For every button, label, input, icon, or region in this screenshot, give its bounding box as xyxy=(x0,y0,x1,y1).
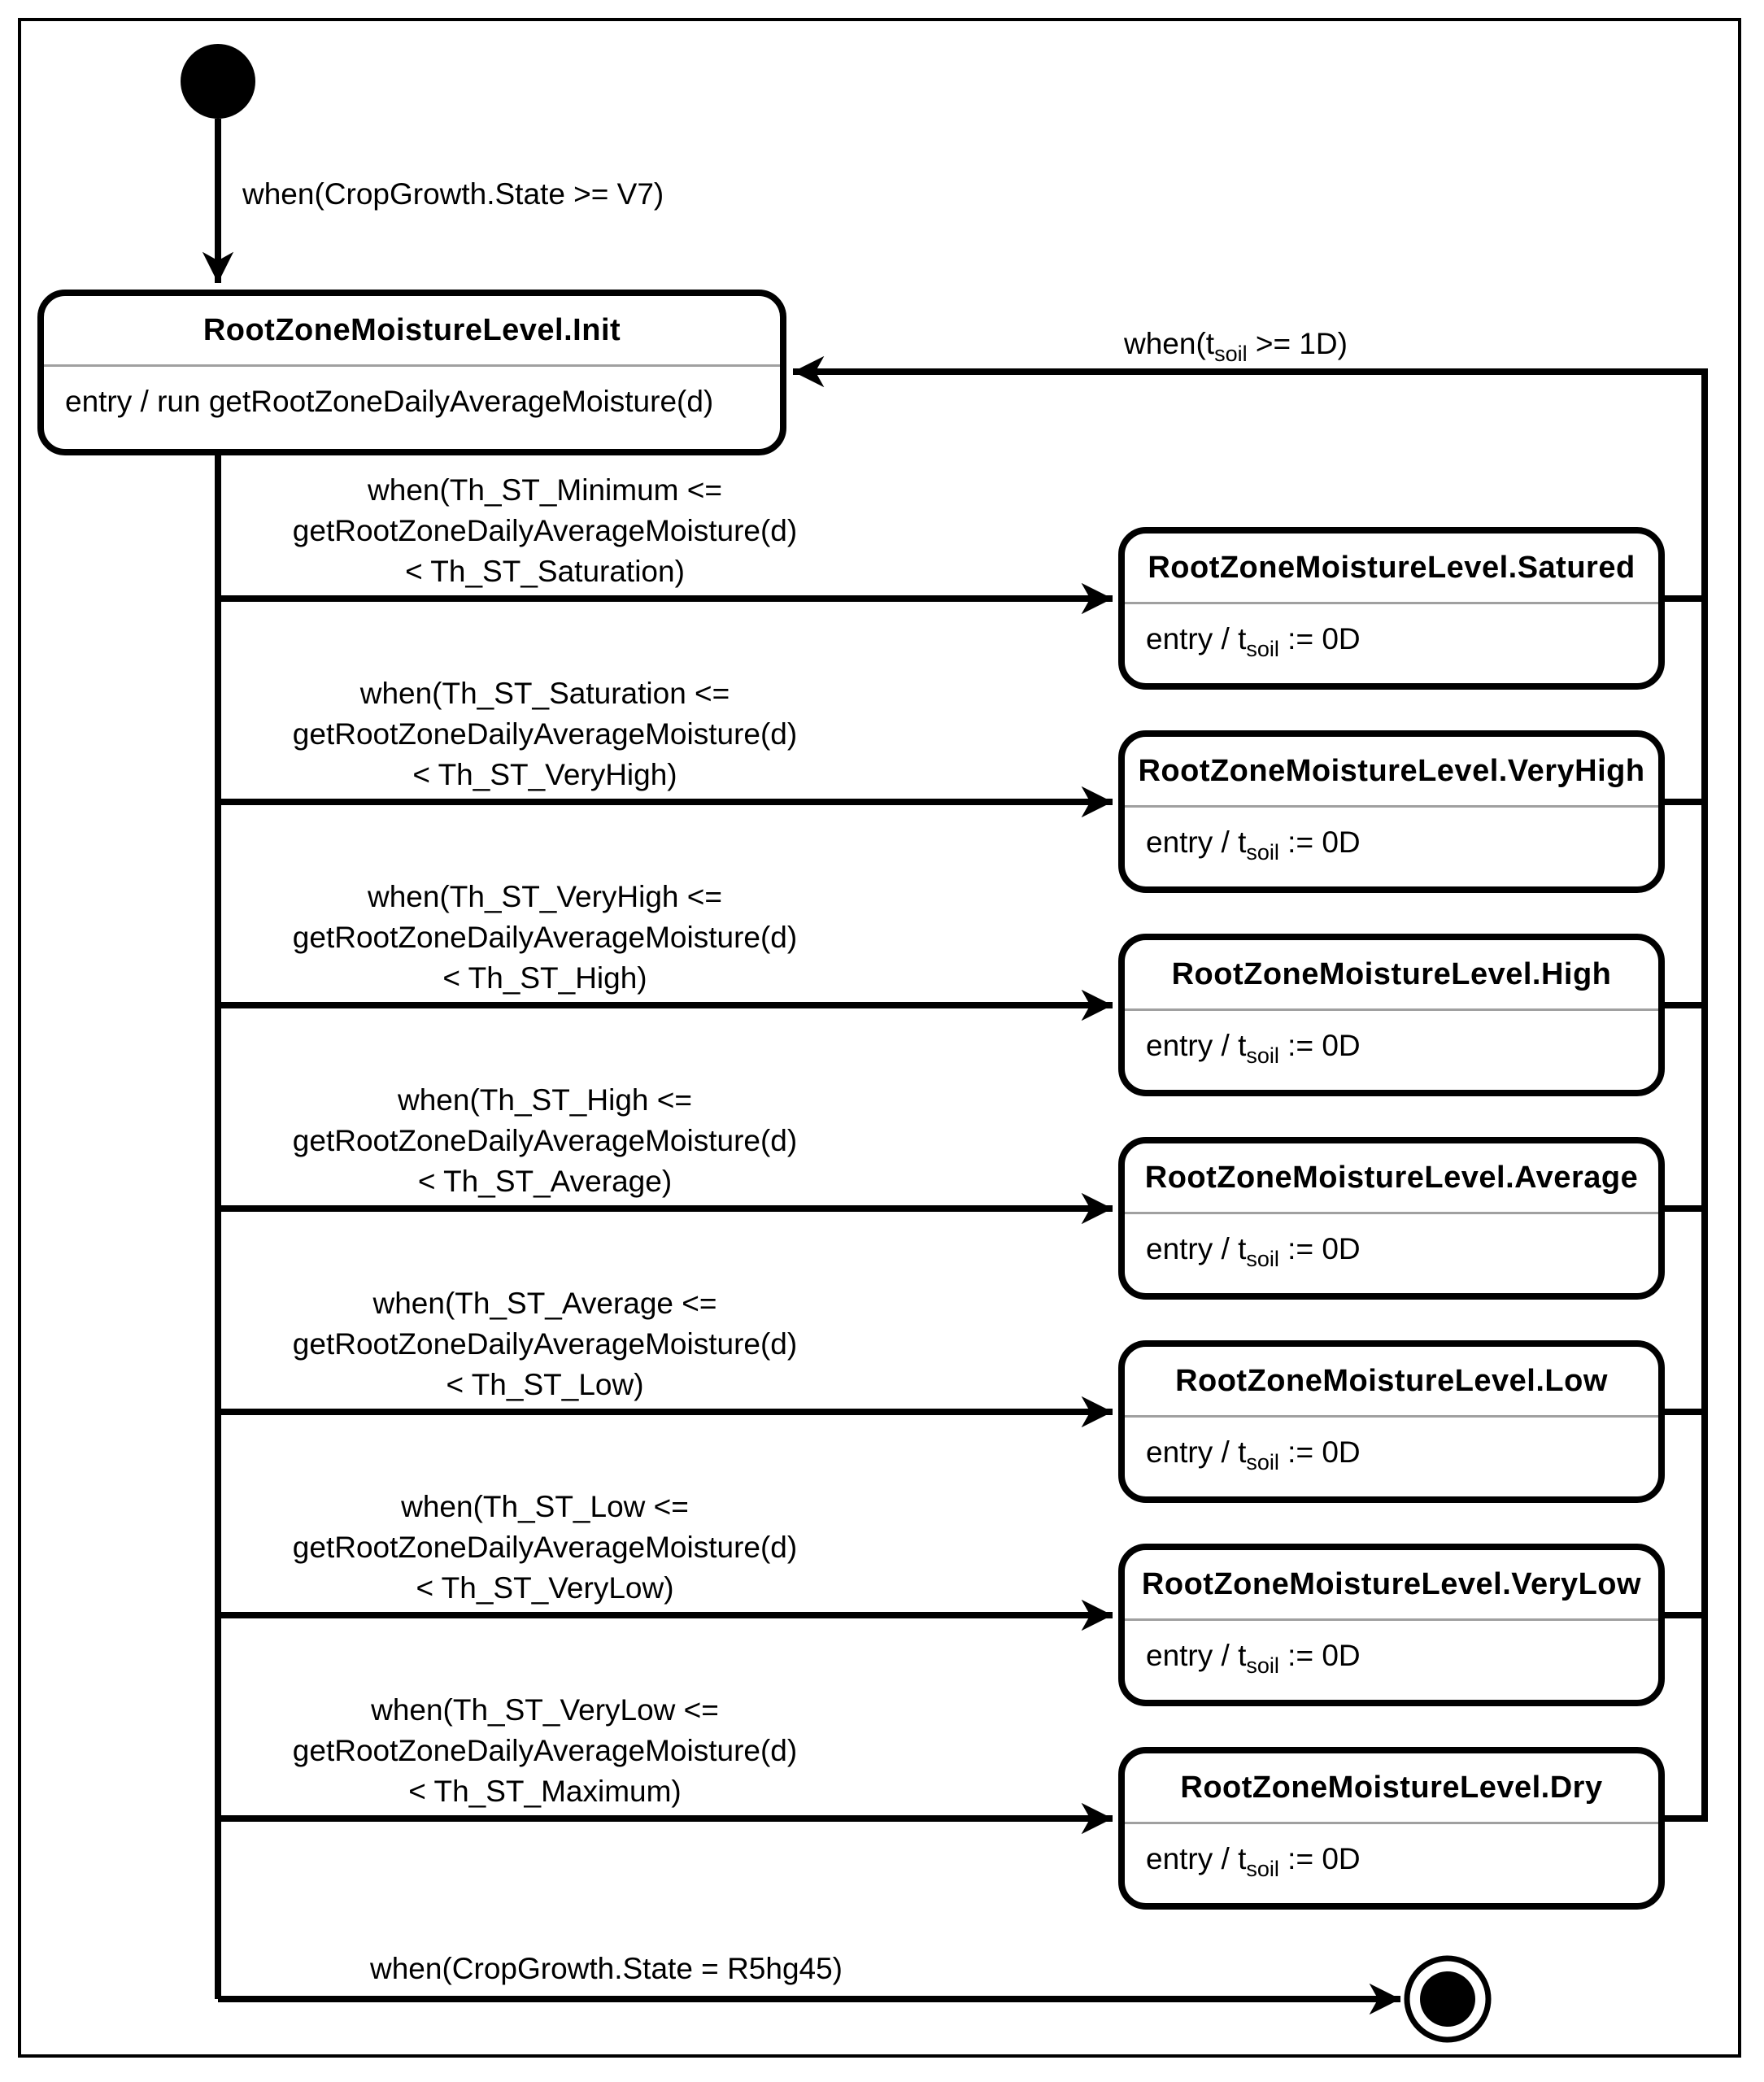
state-box-dry xyxy=(1118,1747,1665,1910)
state-title: RootZoneMoistureLevel.Dry xyxy=(1125,1753,1658,1824)
transition-label-dry: when(Th_ST_VeryLow <= getRootZoneDailyAverageMoisture(d) < Th_ST_Maximum) xyxy=(292,1693,798,1808)
state-title: RootZoneMoistureLevel.VeryHigh xyxy=(1125,737,1658,808)
state-title: RootZoneMoistureLevel.Init xyxy=(44,296,780,367)
state-entry-action: entry / $t_{soil}$ := 0D xyxy=(1146,622,1361,661)
state-box-verylow xyxy=(1118,1544,1665,1706)
transition-label-verylow: when(Th_ST_Low <= getRootZoneDailyAverageMoisture(d) < Th_ST_VeryLow) xyxy=(292,1490,798,1605)
final-state-node xyxy=(1407,1958,1488,2040)
state-box-high xyxy=(1118,934,1665,1096)
state-title: RootZoneMoistureLevel.High xyxy=(1125,940,1658,1011)
state-title: RootZoneMoistureLevel.Average xyxy=(1125,1143,1658,1214)
return-transition-label: $when(t_{soil} >= 1D)$ xyxy=(1124,327,1348,366)
transition-label-satured: when(Th_ST_Minimum <= getRootZoneDailyAverageMoisture(d) < Th_ST_Saturation) xyxy=(292,473,798,588)
state-box-average xyxy=(1118,1137,1665,1300)
final-transition-label: when(CropGrowth.State = R5hg45) xyxy=(370,1952,843,1985)
transition-label-high: when(Th_ST_VeryHigh <= getRootZoneDailyAverageMoisture(d) < Th_ST_High) xyxy=(292,880,798,995)
state-entry-action: entry / $t_{soil}$ := 0D xyxy=(1146,1232,1361,1271)
state-entry-action: entry / $t_{soil}$ := 0D xyxy=(1146,1639,1361,1678)
state-box-satured xyxy=(1118,527,1665,690)
state-entry-action: entry / $t_{soil}$ := 0D xyxy=(1146,1842,1361,1881)
state-box-init xyxy=(37,290,786,455)
initial-transition-label: when(CropGrowth.State >= V7) xyxy=(242,177,664,211)
state-title: RootZoneMoistureLevel.Satured xyxy=(1125,534,1658,604)
state-entry-action: entry / $t_{soil}$ := 0D xyxy=(1146,1029,1361,1068)
transition-label-low: when(Th_ST_Average <= getRootZoneDailyAverageMoisture(d) < Th_ST_Low) xyxy=(292,1287,798,1401)
initial-state-node xyxy=(181,44,255,119)
state-box-veryhigh xyxy=(1118,730,1665,893)
state-box-low xyxy=(1118,1340,1665,1503)
transition-label-veryhigh: when(Th_ST_Saturation <= getRootZoneDailyAverageMoisture(d) < Th_ST_VeryHigh) xyxy=(292,677,798,791)
transition-label-average: when(Th_ST_High <= getRootZoneDailyAverageMoisture(d) < Th_ST_Average) xyxy=(292,1083,798,1198)
state-title: RootZoneMoistureLevel.VeryLow xyxy=(1125,1550,1658,1621)
state-entry-action: entry / $t_{soil}$ := 0D xyxy=(1146,825,1361,865)
state-title: RootZoneMoistureLevel.Low xyxy=(1125,1347,1658,1418)
state-entry-action: entry / run getRootZoneDailyAverageMoisture(d) xyxy=(65,385,714,418)
state-entry-action: entry / $t_{soil}$ := 0D xyxy=(1146,1435,1361,1474)
